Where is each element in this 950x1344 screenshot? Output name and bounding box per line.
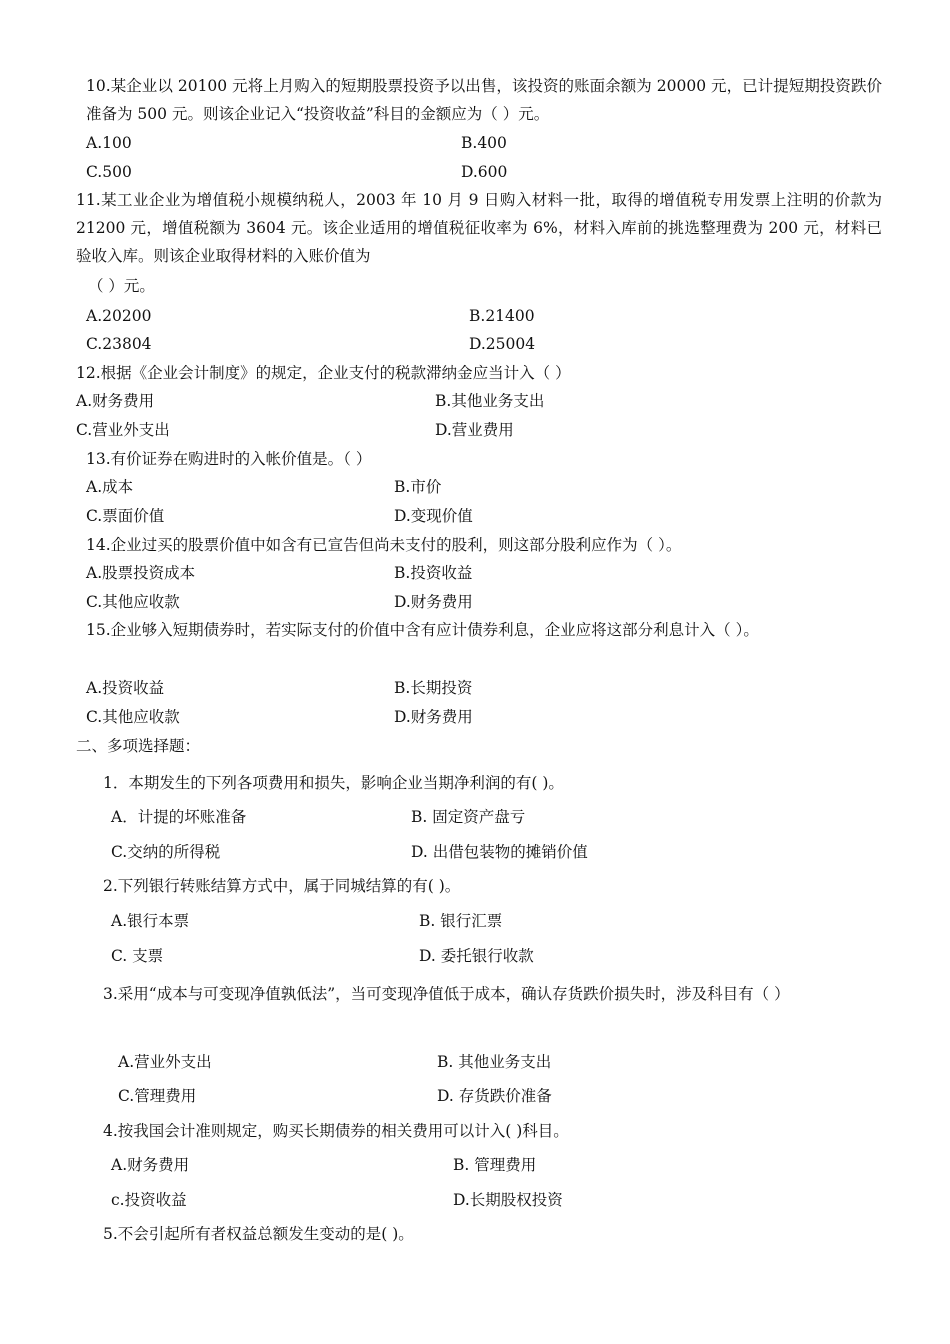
m4-option-b[interactable]: B. 管理费用 [453, 1156, 537, 1174]
q13-option-b[interactable]: B.市价 [394, 478, 442, 496]
q14-option-d[interactable]: D.财务费用 [394, 593, 473, 611]
m2-option-c[interactable]: C. 支票 [111, 947, 164, 965]
q11-option-b[interactable]: B.21400 [469, 307, 535, 325]
q15-stem: 15.企业够入短期债券时，若实际支付的价值中含有应计债券利息，企业应将这部分利息计入（ ）。 [86, 621, 759, 639]
m4-option-c[interactable]: c.投资收益 [111, 1191, 187, 1209]
q11-answer-blank: （ ）元。 [88, 277, 155, 295]
q10-stem: 10.某企业以 20100 元将上月购入的短期股票投资予以出售，该投资的账面余额为 20000 元，已计提短期投资跌价准备为 500 元。则该企业记入“投资收益”科目的金额应为（ ）元。 [86, 77, 882, 123]
q11-option-d[interactable]: D.25004 [469, 335, 536, 353]
q12-option-b[interactable]: B.其他业务支出 [435, 392, 545, 410]
m1-option-c[interactable]: C.交纳的所得税 [111, 843, 221, 861]
q13-stem: 13.有价证券在购进时的入帐价值是。（ ） [86, 450, 372, 468]
q14-stem: 14.企业过买的股票价值中如含有已宣告但尚未支付的股利，则这部分股利应作为（ ）。 [86, 536, 682, 554]
m3-stem: 3.采用“成本与可变现净值孰低法”，当可变现净值低于成本，确认存货跌价损失时，涉及科目有（ ） [103, 985, 790, 1003]
m2-option-a[interactable]: A.银行本票 [111, 912, 190, 930]
q14-option-c[interactable]: C.其他应收款 [86, 593, 180, 611]
section-2-title: 二、多项选择题： [76, 737, 201, 755]
q12-option-c[interactable]: C.营业外支出 [76, 421, 170, 439]
q12-option-d[interactable]: D.营业费用 [435, 421, 514, 439]
m3-option-d[interactable]: D. 存货跌价准备 [437, 1087, 552, 1105]
m4-option-a[interactable]: A.财务费用 [111, 1156, 190, 1174]
q11-stem: 11.某工业企业为增值税小规模纳税人，2003 年 10 月 9 日购入材料一批，取得的增值税专用发票上注明的价款为 21200 元，增值税额为 3604 元。该企业适用的增值税征收率为 6%，材料入库前的挑选整理费为 200 元，材料已验收入库。则该企业取得材料的入账价值为 [76, 191, 882, 265]
m1-option-a[interactable]: A．计提的坏账准备 [111, 808, 247, 826]
m2-stem: 2.下列银行转账结算方式中，属于同城结算的有( )。 [103, 877, 461, 895]
m2-option-d[interactable]: D. 委托银行收款 [419, 947, 534, 965]
q10-option-c[interactable]: C.500 [86, 163, 132, 181]
q15-option-c[interactable]: C.其他应收款 [86, 708, 180, 726]
m1-stem: 1．本期发生的下列各项费用和损失，影响企业当期净利润的有( )。 [103, 774, 564, 792]
q13-option-c[interactable]: C.票面价值 [86, 507, 165, 525]
m1-option-d[interactable]: D. 出借包装物的摊销价值 [411, 843, 588, 861]
q15-option-a[interactable]: A.投资收益 [86, 679, 165, 697]
m5-stem: 5.不会引起所有者权益总额发生变动的是( )。 [103, 1225, 414, 1243]
q14-option-a[interactable]: A.股票投资成本 [86, 564, 196, 582]
m3-option-c[interactable]: C.管理费用 [118, 1087, 197, 1105]
q11-option-a[interactable]: A.20200 [86, 307, 152, 325]
q14-option-b[interactable]: B.投资收益 [394, 564, 473, 582]
q12-option-a[interactable]: A.财务费用 [76, 392, 155, 410]
q13-option-d[interactable]: D.变现价值 [394, 507, 473, 525]
q13-option-a[interactable]: A.成本 [86, 478, 134, 496]
m4-option-d[interactable]: D.长期股权投资 [453, 1191, 563, 1209]
q15-option-b[interactable]: B.长期投资 [394, 679, 473, 697]
m1-option-b[interactable]: B. 固定资产盘亏 [411, 808, 526, 826]
q15-option-d[interactable]: D.财务费用 [394, 708, 473, 726]
m4-stem: 4.按我国会计准则规定，购买长期债券的相关费用可以计入( )科目。 [103, 1122, 569, 1140]
m3-option-a[interactable]: A.营业外支出 [118, 1053, 212, 1071]
q11-option-c[interactable]: C.23804 [86, 335, 152, 353]
m2-option-b[interactable]: B. 银行汇票 [419, 912, 503, 930]
q12-stem: 12.根据《企业会计制度》的规定，企业支付的税款滞纳金应当计入（ ） [76, 364, 571, 382]
q10-option-b[interactable]: B.400 [461, 134, 507, 152]
q10-option-d[interactable]: D.600 [461, 163, 508, 181]
m3-option-b[interactable]: B. 其他业务支出 [437, 1053, 552, 1071]
q10-option-a[interactable]: A.100 [86, 134, 132, 152]
